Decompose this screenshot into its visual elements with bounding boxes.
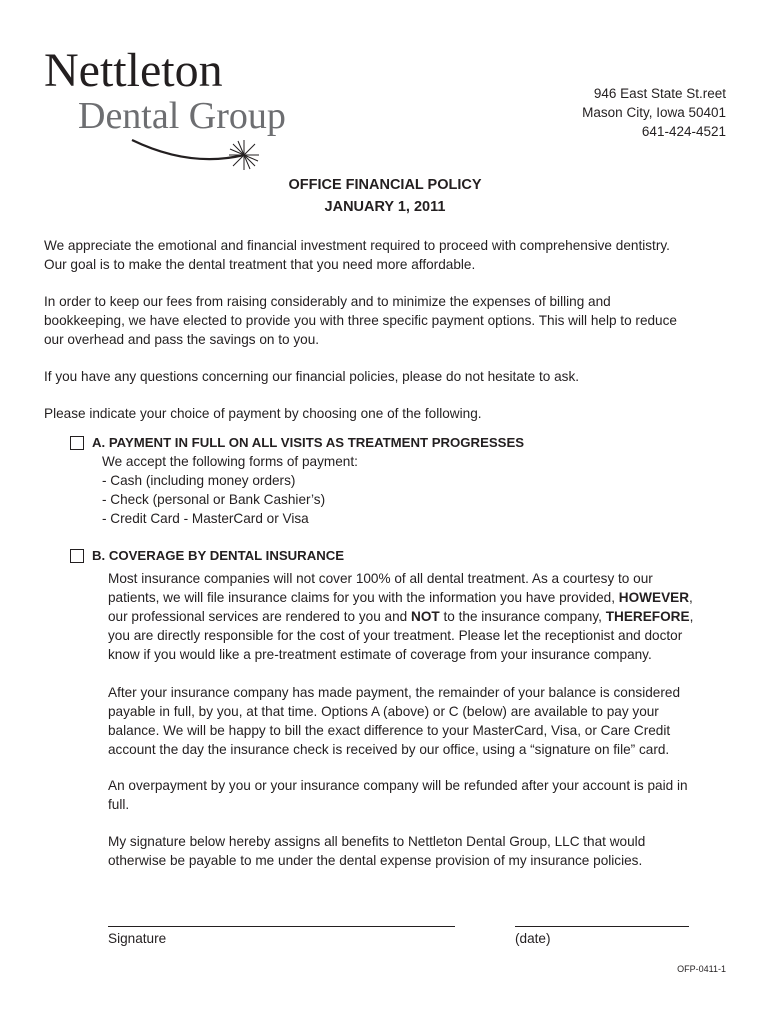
emphasis-therefore: THEREFORE xyxy=(605,609,690,624)
option-a xyxy=(70,433,740,528)
text-run: patients, we will file insurance claims for you with the information you have provided, xyxy=(108,590,619,605)
list-item: - Cash (including money orders) xyxy=(102,473,296,488)
title-line2: JANUARY 1, 2011 xyxy=(324,199,446,215)
option-b-checkbox[interactable] xyxy=(70,549,84,563)
intro-paragraph-3: If you have any questions concerning our financial policies, please do not hesitate to ask. xyxy=(44,369,580,384)
paragraph-line: balance. We will be happy to bill the exact difference to your MasterCard, Visa, or Care Credit xyxy=(108,723,671,738)
paragraph-line: you are directly responsible for the cost of your treatment. Please let the receptionist and doctor xyxy=(108,628,683,643)
list-item: - Check (personal or Bank Cashier’s) xyxy=(102,492,326,507)
address-city: Mason City, Iowa 50401 xyxy=(582,105,726,120)
paragraph-line xyxy=(108,588,738,607)
logo-name-line2: Dental Group xyxy=(78,95,286,137)
emphasis-not: NOT xyxy=(411,609,440,624)
title-line1: OFFICE FINANCIAL POLICY xyxy=(288,177,482,193)
option-b xyxy=(70,546,740,565)
logo-name-line1: Nettleton xyxy=(44,44,223,97)
signature-line[interactable] xyxy=(108,926,455,927)
logo-graphic xyxy=(40,40,330,180)
paragraph-line: Most insurance companies will not cover 100% of all dental treatment. As a courtesy to our xyxy=(108,571,653,586)
document-title xyxy=(0,174,770,218)
option-b-header xyxy=(70,546,740,565)
date-label: (date) xyxy=(515,931,551,946)
sparkle-icon xyxy=(229,140,259,170)
paragraph-line: full. xyxy=(108,797,130,812)
option-a-heading: A. PAYMENT IN FULL ON ALL VISITS AS TREATMENT PROGRESSES xyxy=(92,435,525,450)
address-phone: 641-424-4521 xyxy=(641,124,726,139)
paragraph-line: otherwise be payable to me under the dental expense provision of my insurance policies. xyxy=(108,853,643,868)
insurance-paragraph-1 xyxy=(108,569,738,664)
paragraph-line: My signature below hereby assigns all benefits to Nettleton Dental Group, LLC that would xyxy=(108,834,646,849)
option-b-heading: B. COVERAGE BY DENTAL INSURANCE xyxy=(92,548,345,563)
paragraph-line: An overpayment by you or your insurance company will be refunded after your account is paid in xyxy=(108,778,688,793)
form-code: OFP-0411-1 xyxy=(677,964,726,974)
intro-p1-line: Our goal is to make the dental treatment that you need more affordable. xyxy=(44,257,476,272)
intro-paragraph-2 xyxy=(44,292,734,349)
emphasis-however: HOWEVER xyxy=(618,590,690,605)
paragraph-line: account the day the insurance check is received by our office, using a “signature on file” card. xyxy=(108,742,670,757)
intro-p2-line: bookkeeping, we have elected to provide you with three specific payment options. This will help to reduce xyxy=(44,313,677,328)
paragraph-line xyxy=(108,607,738,626)
text-run: , xyxy=(689,609,694,624)
option-a-header xyxy=(70,433,740,452)
list-item: - Credit Card - MasterCard or Visa xyxy=(102,511,309,526)
paragraph-line: After your insurance company has made payment, the remainder of your balance is considered xyxy=(108,685,680,700)
practice-address xyxy=(582,84,726,141)
intro-paragraph-4: Please indicate your choice of payment by choosing one of the following. xyxy=(44,406,482,421)
payment-forms-list xyxy=(102,452,740,528)
intro-paragraph-1 xyxy=(44,236,734,274)
text-run: our professional services are rendered to you and xyxy=(108,609,412,624)
signature-label: Signature xyxy=(108,931,167,946)
date-line[interactable] xyxy=(515,926,689,927)
logo-swoosh xyxy=(132,140,244,159)
text-run: to the insurance company, xyxy=(439,609,606,624)
intro-p2-line: In order to keep our fees from raising considerably and to minimize the expenses of billing and xyxy=(44,294,611,309)
paragraph-line: know if you would like a pre-treatment estimate of coverage from your insurance company. xyxy=(108,647,652,662)
intro-p2-line: our overhead and pass the savings on to you. xyxy=(44,332,320,347)
address-street: 946 East State St.reet xyxy=(593,86,726,101)
list-item: We accept the following forms of payment: xyxy=(102,454,358,469)
paragraph-line: payable in full, by you, at that time. Options A (above) or C (below) are available to pay your xyxy=(108,704,659,719)
insurance-paragraph-4 xyxy=(108,832,738,870)
insurance-paragraph-2 xyxy=(108,683,738,759)
text-run: , xyxy=(689,590,693,605)
company-logo xyxy=(40,40,330,180)
intro-p1-line: We appreciate the emotional and financial investment required to proceed with comprehensive dentistry. xyxy=(44,238,670,253)
insurance-paragraph-3 xyxy=(108,776,738,814)
option-a-checkbox[interactable] xyxy=(70,436,84,450)
